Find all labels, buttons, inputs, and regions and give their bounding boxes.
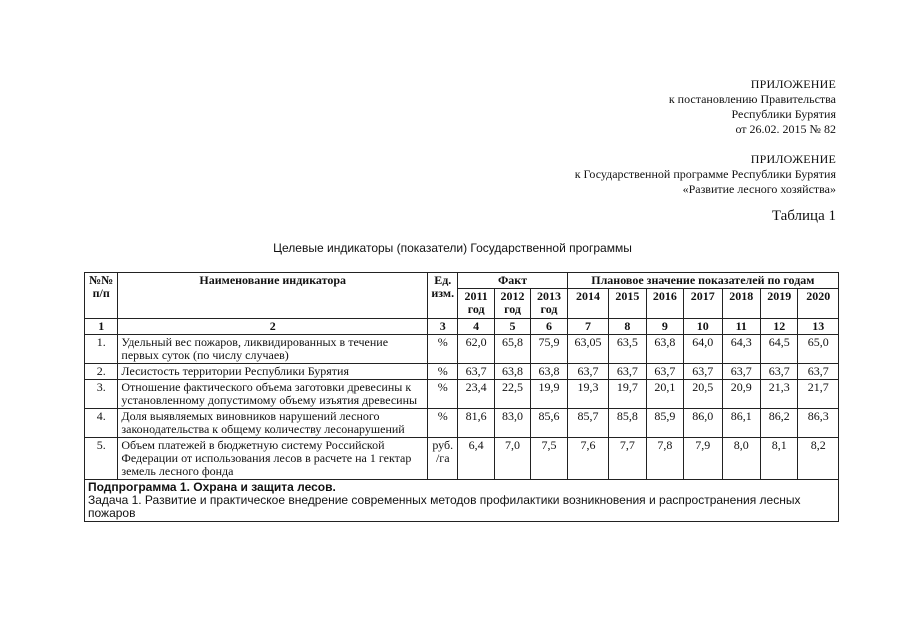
plan-value: 7,8 xyxy=(646,438,683,480)
appendix-line: «Развитие лесного хозяйства» xyxy=(682,182,836,196)
plan-value: 63,7 xyxy=(609,364,646,380)
fact-value: 85,6 xyxy=(531,409,567,438)
plan-value: 21,7 xyxy=(798,380,839,409)
plan-value: 85,9 xyxy=(646,409,683,438)
column-number: 12 xyxy=(760,319,797,335)
header-plan-group: Плановое значение показателей по годам xyxy=(567,273,838,289)
row-number: 3. xyxy=(85,380,118,409)
plan-value: 7,9 xyxy=(684,438,722,480)
appendix-block-resolution xyxy=(669,77,836,137)
plan-value: 19,7 xyxy=(609,380,646,409)
column-number: 5 xyxy=(494,319,530,335)
fact-value: 63,8 xyxy=(494,364,530,380)
header-unit: Ед. изм. xyxy=(428,273,458,319)
header-plan-year: 2015 xyxy=(609,289,646,319)
plan-value: 19,3 xyxy=(567,380,608,409)
plan-value: 8,2 xyxy=(798,438,839,480)
task-description: Задача 1. Развитие и практическое внедрение современных методов профилактики возникновения и распространения лесных пожаров xyxy=(88,493,801,520)
plan-value: 63,7 xyxy=(684,364,722,380)
indicator-unit: % xyxy=(428,380,458,409)
table-row xyxy=(85,335,839,364)
plan-value: 86,3 xyxy=(798,409,839,438)
fact-value: 19,9 xyxy=(531,380,567,409)
plan-value: 63,5 xyxy=(609,335,646,364)
appendix-title: ПРИЛОЖЕНИЕ xyxy=(750,152,836,166)
column-number: 6 xyxy=(531,319,567,335)
plan-value: 86,2 xyxy=(760,409,797,438)
plan-value: 86,1 xyxy=(722,409,760,438)
plan-value: 64,0 xyxy=(684,335,722,364)
plan-value: 65,0 xyxy=(798,335,839,364)
header-number: №№ п/п xyxy=(85,273,118,319)
column-number: 13 xyxy=(798,319,839,335)
plan-value: 21,3 xyxy=(760,380,797,409)
header-fact-group: Факт xyxy=(458,273,567,289)
column-number: 8 xyxy=(609,319,646,335)
indicator-name: Доля выявляемых виновников нарушений лесного законодательства к общему количеству лесонарушений xyxy=(118,409,428,438)
appendix-block-program xyxy=(575,152,836,197)
row-number: 4. xyxy=(85,409,118,438)
plan-value: 20,5 xyxy=(684,380,722,409)
header-plan-year: 2018 xyxy=(722,289,760,319)
fact-value: 75,9 xyxy=(531,335,567,364)
column-number: 1 xyxy=(85,319,118,335)
indicator-unit: % xyxy=(428,335,458,364)
indicator-unit: руб. /га xyxy=(428,438,458,480)
fact-value: 7,5 xyxy=(531,438,567,480)
header-plan-year: 2017 xyxy=(684,289,722,319)
table-row xyxy=(85,409,839,438)
indicator-unit: % xyxy=(428,409,458,438)
plan-value: 8,0 xyxy=(722,438,760,480)
fact-value: 6,4 xyxy=(458,438,494,480)
plan-value: 63,7 xyxy=(798,364,839,380)
fact-value: 63,7 xyxy=(458,364,494,380)
fact-value: 63,8 xyxy=(531,364,567,380)
appendix-line: к постановлению Правительства xyxy=(668,92,836,106)
plan-value: 7,6 xyxy=(567,438,608,480)
indicator-name: Объем платежей в бюджетную систему Российской Федерации от использования лесов в расчете на 1 гектар земель лесного фонда xyxy=(118,438,428,480)
header-indicator-name: Наименование индикатора xyxy=(118,273,428,319)
plan-value: 63,7 xyxy=(646,364,683,380)
indicator-name: Удельный вес пожаров, ликвидированных в течение первых суток (по числу случаев) xyxy=(118,335,428,364)
header-plan-year: 2020 xyxy=(798,289,839,319)
row-number: 2. xyxy=(85,364,118,380)
indicator-unit: % xyxy=(428,364,458,380)
subprogram-row xyxy=(85,480,839,522)
column-number: 7 xyxy=(567,319,608,335)
table-caption: Целевые индикаторы (показатели) Государственной программы xyxy=(273,241,632,255)
column-number: 10 xyxy=(684,319,722,335)
plan-value: 64,5 xyxy=(760,335,797,364)
header-plan-year: 2014 xyxy=(567,289,608,319)
column-number: 11 xyxy=(722,319,760,335)
plan-value: 64,3 xyxy=(722,335,760,364)
table-row xyxy=(85,438,839,480)
plan-value: 8,1 xyxy=(760,438,797,480)
column-number: 9 xyxy=(646,319,683,335)
plan-value: 85,8 xyxy=(609,409,646,438)
subprogram-cell xyxy=(85,480,839,522)
header-plan-year: 2016 xyxy=(646,289,683,319)
table-row xyxy=(85,364,839,380)
subprogram-title: Подпрограмма 1. Охрана и защита лесов. xyxy=(88,480,336,494)
fact-value: 23,4 xyxy=(458,380,494,409)
plan-value: 63,7 xyxy=(722,364,760,380)
plan-value: 20,9 xyxy=(722,380,760,409)
fact-value: 65,8 xyxy=(494,335,530,364)
indicators-table xyxy=(84,272,839,522)
column-number: 2 xyxy=(118,319,428,335)
table-row xyxy=(85,380,839,409)
appendix-line: к Государственной программе Республики Бурятия xyxy=(574,167,836,181)
fact-value: 62,0 xyxy=(458,335,494,364)
indicator-name: Отношение фактического объема заготовки древесины к установленному допустимому объему изъятия древесины xyxy=(118,380,428,409)
column-number: 4 xyxy=(458,319,494,335)
appendix-date-line: от 26.02. 2015 № 82 xyxy=(735,122,836,136)
plan-value: 85,7 xyxy=(567,409,608,438)
plan-value: 63,05 xyxy=(567,335,608,364)
appendix-title: ПРИЛОЖЕНИЕ xyxy=(750,77,836,91)
header-fact-year: 2011 год xyxy=(458,289,494,319)
plan-value: 63,7 xyxy=(760,364,797,380)
header-fact-year: 2012 год xyxy=(494,289,530,319)
plan-value: 20,1 xyxy=(646,380,683,409)
fact-value: 7,0 xyxy=(494,438,530,480)
plan-value: 63,8 xyxy=(646,335,683,364)
column-number: 3 xyxy=(428,319,458,335)
indicator-name: Лесистость территории Республики Бурятия xyxy=(118,364,428,380)
fact-value: 83,0 xyxy=(494,409,530,438)
row-number: 1. xyxy=(85,335,118,364)
row-number: 5. xyxy=(85,438,118,480)
appendix-line: Республики Бурятия xyxy=(731,107,836,121)
fact-value: 22,5 xyxy=(494,380,530,409)
plan-value: 7,7 xyxy=(609,438,646,480)
fact-value: 81,6 xyxy=(458,409,494,438)
plan-value: 63,7 xyxy=(567,364,608,380)
table-number: Таблица 1 xyxy=(771,208,836,224)
header-fact-year: 2013 год xyxy=(531,289,567,319)
plan-value: 86,0 xyxy=(684,409,722,438)
header-plan-year: 2019 xyxy=(760,289,797,319)
